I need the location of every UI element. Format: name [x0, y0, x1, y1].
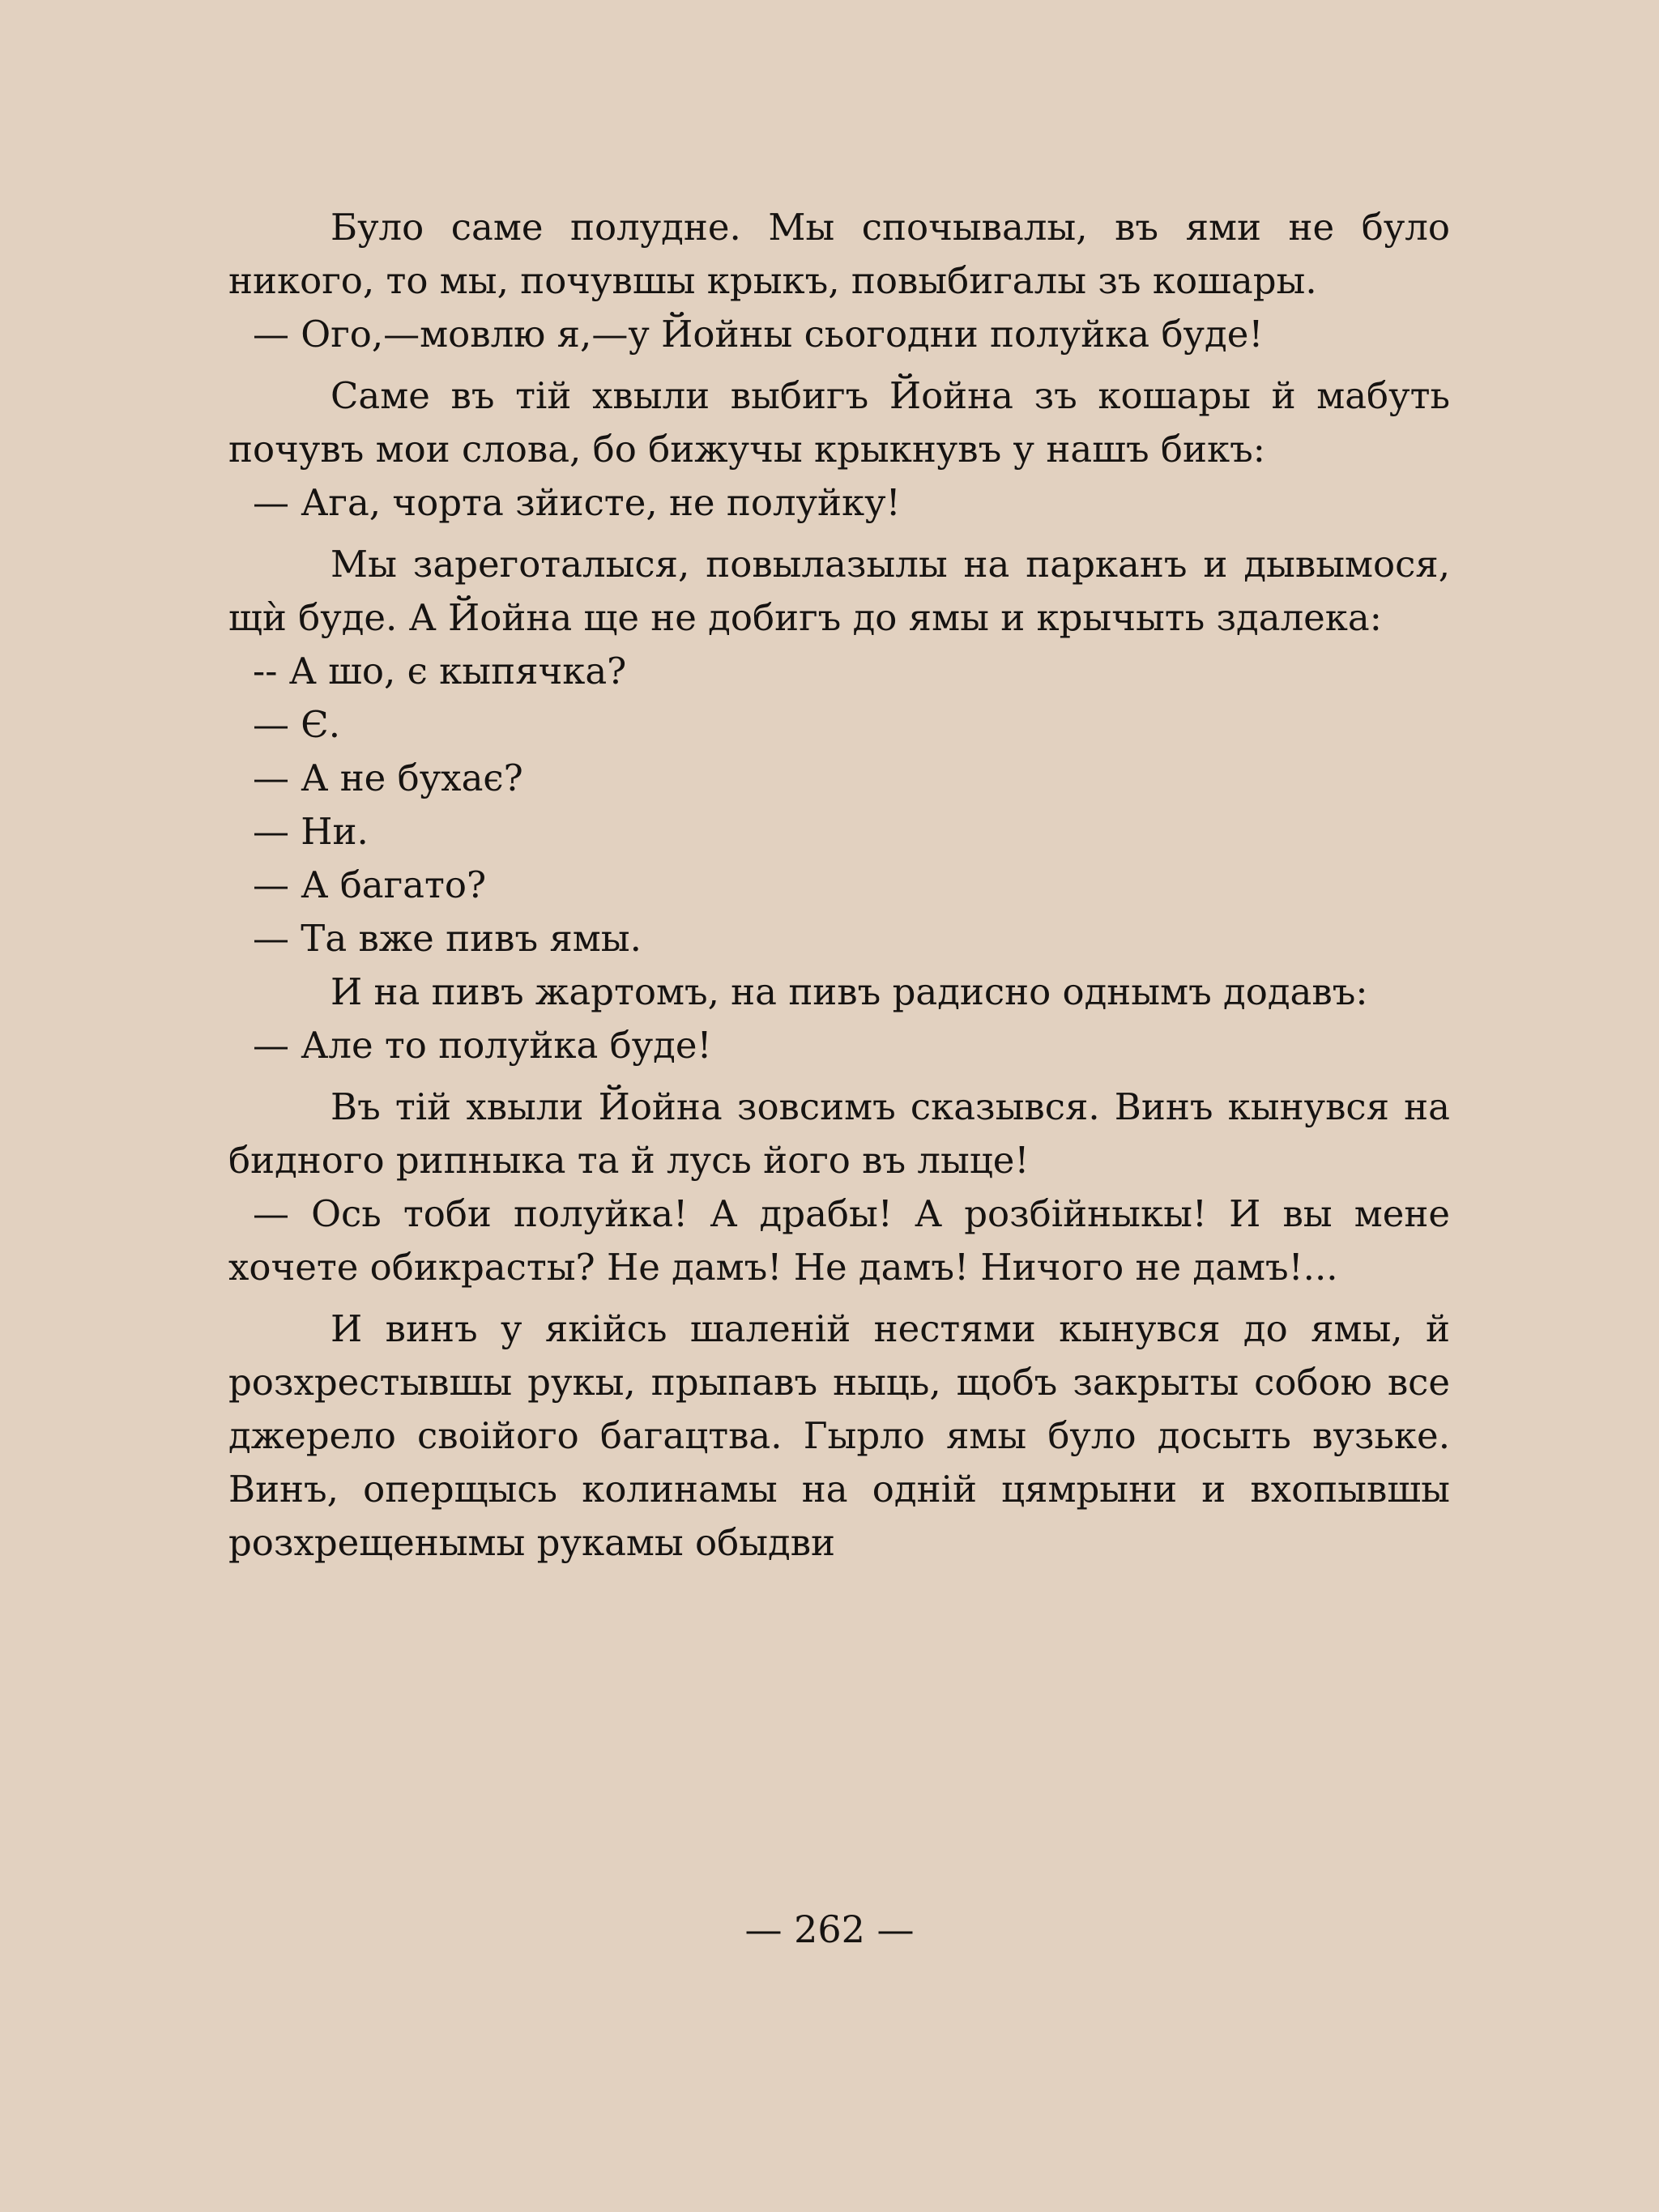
page-text	[228, 201, 1450, 1570]
dialogue-line: — Та вже пивъ ямы.	[253, 917, 642, 960]
dialogue-line: — А багато?	[253, 863, 487, 906]
dialogue-line: — А не бухає?	[253, 757, 523, 799]
paragraph: И винъ у якійсь шаленій нестями кынувся до ямы, й розхрестывшы рукы, прыпавъ ныць, щобъ закрыты собою все джерело своійого багацтва. Гырло ямы було досыть вузьке. Винъ, оперщысь колинамы на одній цямрыни и вхопывшы розхрещенымы рукамы обыдви	[228, 1307, 1450, 1564]
dialogue-line: — Ого,—мовлю я,—у Йойны сьогодни полуйка буде!	[253, 313, 1264, 356]
paragraph: Саме въ тій хвыли выбигъ Йойна зъ кошары й мабуть почувъ мои слова, бо бижучы крыкнувъ у нашъ бикъ:	[228, 374, 1450, 471]
dialogue-line: — Ага, чорта зйисте, не полуйку!	[253, 481, 901, 524]
paragraph: Було саме полудне. Мы спочывалы, въ ями не було никого, то мы, почувшы крыкъ, повыбигалы зъ кошары.	[228, 206, 1450, 302]
paragraph: Въ тій хвыли Йойна зовсимъ сказывся. Винъ кынувся на бидного рипныка та й лусь його въ лыце!	[228, 1085, 1450, 1182]
paragraph: Мы зареготалыся, повылазылы на парканъ и дывымося, щѝ буде. А Йойна ще не добигъ до ямы и крычыть здалека:	[228, 543, 1450, 639]
dialogue-line: -- А шо, є кыпячка?	[253, 650, 627, 693]
dialogue-line: — Є.	[253, 703, 341, 746]
paragraph: И на пивъ жартомъ, на пивъ радисно однымъ додавъ:	[331, 970, 1368, 1013]
dialogue-line: — Але то полуйка буде!	[253, 1024, 712, 1067]
page-number: — 262 —	[744, 1907, 915, 1951]
dialogue-line: — Ни.	[253, 810, 369, 853]
dialogue-line: — Ось тоби полуйка! А драбы! А розбійныкы! И вы мене хочете обикрасты? Не дамъ! Не дамъ! Ничого не дамъ!...	[228, 1192, 1450, 1289]
